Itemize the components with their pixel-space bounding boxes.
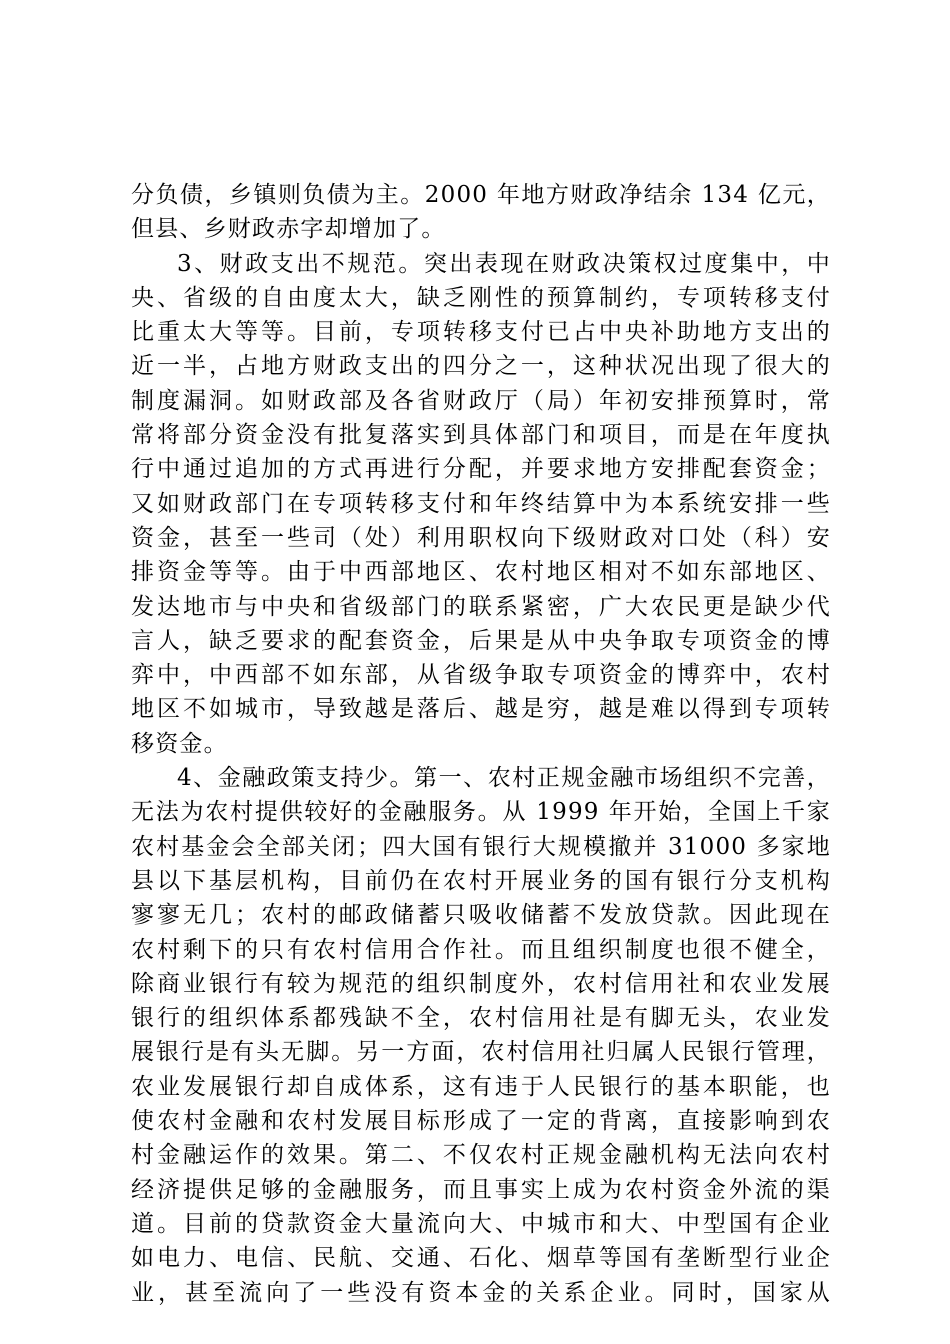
text-line: 寥寥无几；农村的邮政储蓄只吸收储蓄不发放贷款。因此现在 (131, 902, 831, 929)
text-line: 如电力、电信、民航、交通、石化、烟草等国有垄断型行业企 (131, 1245, 831, 1272)
text-line: 分负债，乡镇则负债为主。2000 年地方财政净结余 134 亿元， (131, 182, 831, 208)
text-line: 银行的组织体系都残缺不全，农村信用社是有脚无头，农业发 (131, 1005, 831, 1032)
text-line: 展银行是有头无脚。另一方面，农村信用社归属人民银行管理， (131, 1039, 831, 1066)
text-line: 弈中，中西部不如东部，从省级争取专项资金的博弈中，农村 (131, 662, 831, 689)
text-line: 除商业银行有较为规范的组织制度外，农村信用社和农业发展 (131, 970, 831, 997)
text-line: 央、省级的自由度太大，缺乏刚性的预算制约，专项转移支付 (131, 284, 831, 311)
text-line: 道。目前的贷款资金大量流向大、中城市和大、中型国有企业 (131, 1210, 831, 1237)
text-line: 常将部分资金没有批复落实到具体部门和项目，而是在年度执 (131, 422, 831, 449)
text-line: 业，甚至流向了一些没有资本金的关系企业。同时，国家从 (131, 1279, 831, 1306)
text-line: 近一半，占地方财政支出的四分之一，这种状况出现了很大的 (131, 353, 831, 380)
text-line: 农业发展银行却自成体系，这有违于人民银行的基本职能，也 (131, 1073, 831, 1100)
text-line: 村金融运作的效果。第二、不仅农村正规金融机构无法向农村 (131, 1142, 831, 1169)
text-line: 排资金等等。由于中西部地区、农村地区相对不如东部地区、 (131, 559, 831, 586)
text-line: 又如财政部门在专项转移支付和年终结算中为本系统安排一些 (131, 490, 831, 517)
text-line: 县以下基层机构，目前仍在农村开展业务的国有银行分支机构 (131, 867, 831, 894)
text-line: 3、财政支出不规范。突出表现在财政决策权过度集中，中 (177, 250, 831, 277)
text-line: 4、金融政策支持少。第一、农村正规金融市场组织不完善， (177, 765, 831, 792)
text-line: 发达地市与中央和省级部门的联系紧密，广大农民更是缺少代 (131, 593, 831, 620)
text-line: 地区不如城市，导致越是落后、越是穷，越是难以得到专项转 (131, 696, 831, 723)
text-line: 行中通过追加的方式再进行分配，并要求地方安排配套资金； (131, 456, 831, 483)
text-line: 资金，甚至一些司（处）利用职权向下级财政对口处（科）安 (131, 524, 831, 551)
text-line: 使农村金融和农村发展目标形成了一定的背离，直接影响到农 (131, 1108, 831, 1135)
text-line: 比重太大等等。目前，专项转移支付已占中央补助地方支出的 (131, 319, 831, 346)
text-line: 经济提供足够的金融服务，而且事实上成为农村资金外流的渠 (131, 1176, 831, 1203)
text-line: 制度漏洞。如财政部及各省财政厅（局）年初安排预算时，常 (131, 387, 831, 414)
text-line: 移资金。 (131, 730, 228, 757)
text-line: 言人，缺乏要求的配套资金，后果是从中央争取专项资金的博 (131, 627, 831, 654)
text-line: 农村剩下的只有农村信用合作社。而且组织制度也很不健全， (131, 936, 831, 963)
text-line: 但县、乡财政赤字却增加了。 (131, 216, 446, 243)
document-body-text (131, 178, 831, 1310)
text-line: 无法为农村提供较好的金融服务。从 1999 年开始，全国上千家 (131, 799, 831, 826)
text-line: 农村基金会全部关闭；四大国有银行大规模撤并 31000 多家地 (131, 833, 831, 860)
